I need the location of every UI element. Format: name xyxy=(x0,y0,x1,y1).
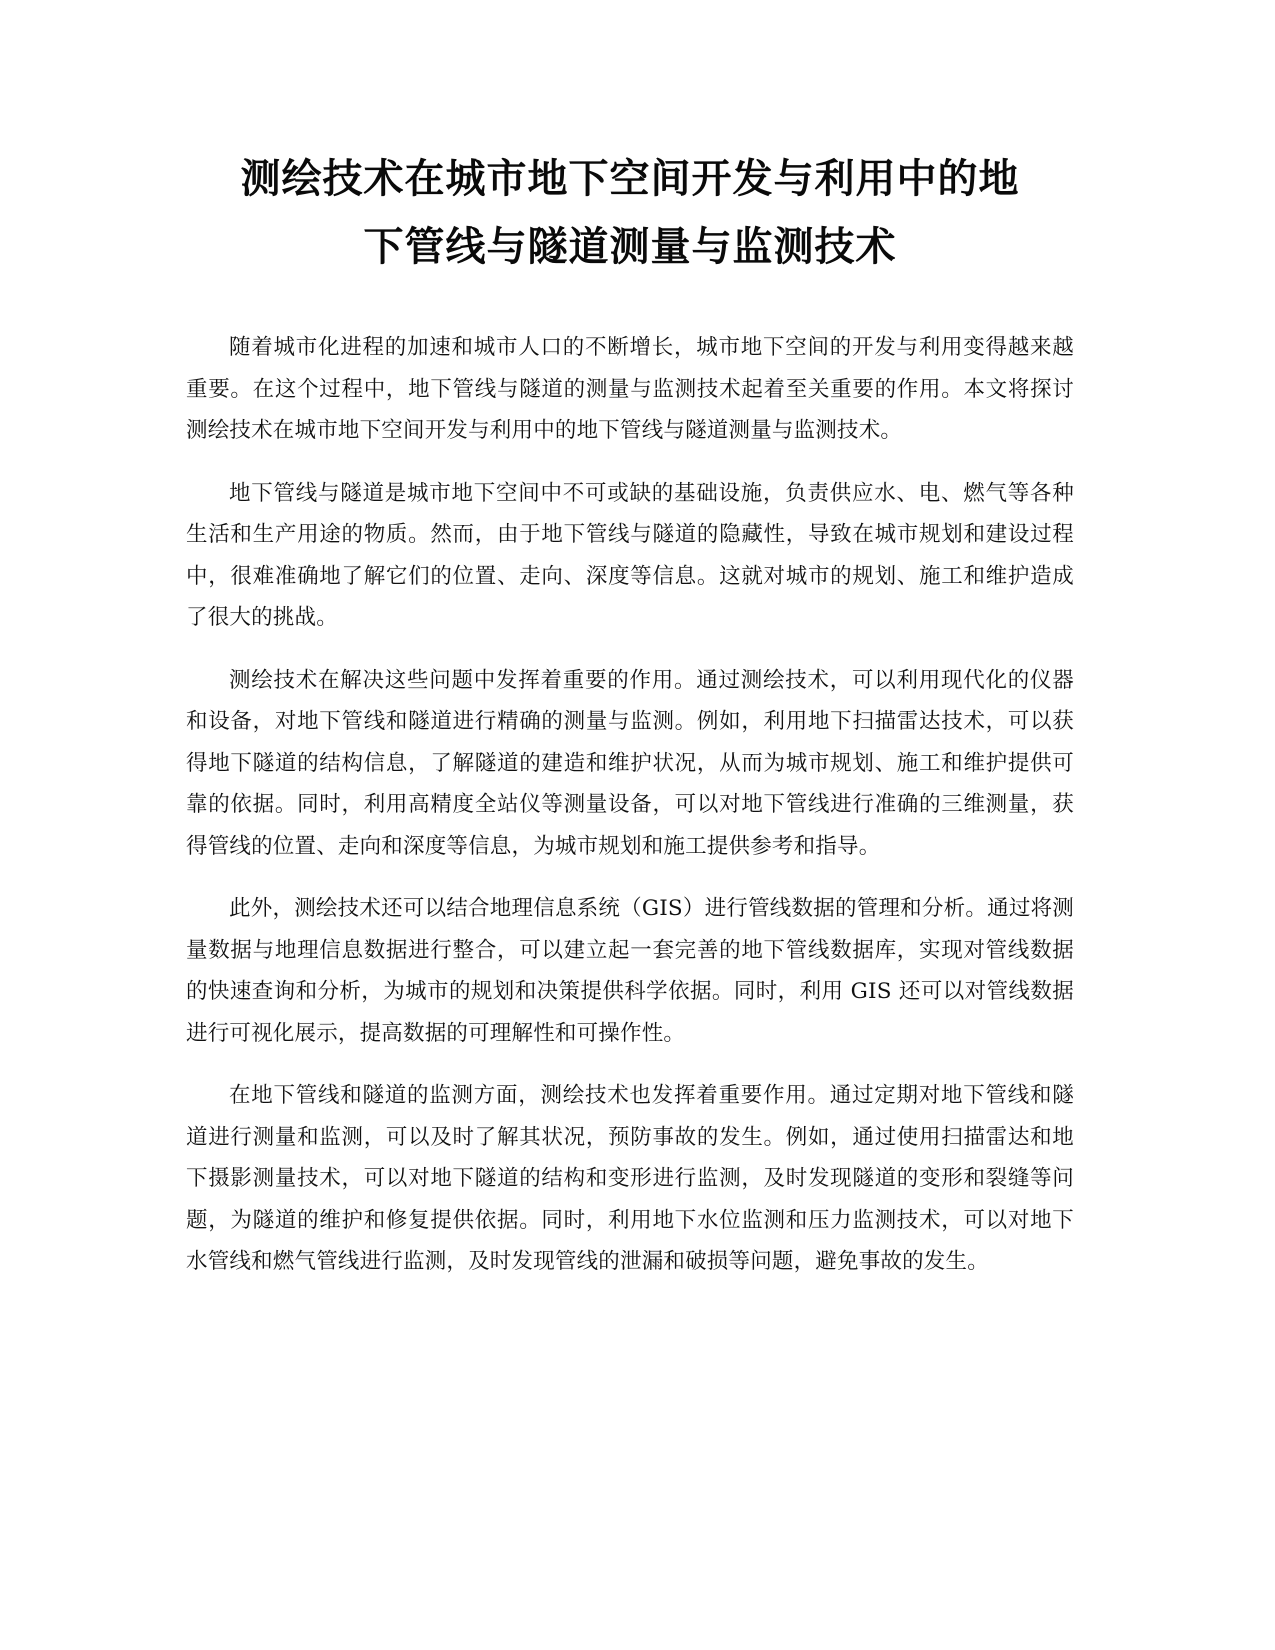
title-line: 下管线与隧道测量与监测技术 xyxy=(363,224,897,270)
body-paragraph: 此外，测绘技术还可以结合地理信息系统（GIS）进行管线数据的管理和分析。通过将测量数据与地理信息数据进行整合，可以建立起一套完善的地下管线数据库，实现对管线数据的快速查询和分析，为城市的规划和决策提供科学依据。同时，利用 GIS 还可以对管线数据进行可视化展示，提高数据的可理解性和可操作性。 xyxy=(186,896,1074,1046)
body-paragraph: 在地下管线和隧道的监测方面，测绘技术也发挥着重要作用。通过定期对地下管线和隧道进行测量和监测，可以及时了解其状况，预防事故的发生。例如，通过使用扫描雷达和地下摄影测量技术，可以对地下隧道的结构和变形进行监测，及时发现隧道的变形和裂缝等问题，为隧道的维护和修复提供依据。同时，利用地下水位监测和压力监测技术，可以对地下水管线和燃气管线进行监测，及时发现管线的泄漏和破损等问题，避免事故的发生。 xyxy=(186,1083,1074,1274)
document-body xyxy=(186,327,1074,1283)
body-paragraph: 随着城市化进程的加速和城市人口的不断增长，城市地下空间的开发与利用变得越来越重要。在这个过程中，地下管线与隧道的测量与监测技术起着至关重要的作用。本文将探讨测绘技术在城市地下空间开发与利用中的地下管线与隧道测量与监测技术。 xyxy=(186,335,1074,443)
body-paragraph: 测绘技术在解决这些问题中发挥着重要的作用。通过测绘技术，可以利用现代化的仪器和设备，对地下管线和隧道进行精确的测量与监测。例如，利用地下扫描雷达技术，可以获得地下隧道的结构信息，了解隧道的建造和维护状况，从而为城市规划、施工和维护提供可靠的依据。同时，利用高精度全站仪等测量设备，可以对地下管线进行准确的三维测量，获得管线的位置、走向和深度等信息，为城市规划和施工提供参考和指导。 xyxy=(186,667,1074,859)
document-title xyxy=(186,145,1074,281)
body-paragraph: 地下管线与隧道是城市地下空间中不可或缺的基础设施，负责供应水、电、燃气等各种生活和生产用途的物质。然而，由于地下管线与隧道的隐藏性，导致在城市规划和建设过程中，很难准确地了解它们的位置、走向、深度等信息。这就对城市的规划、施工和维护造成了很大的挑战。 xyxy=(186,480,1074,630)
title-line: 测绘技术在城市地下空间开发与利用中的地 xyxy=(240,156,1020,202)
